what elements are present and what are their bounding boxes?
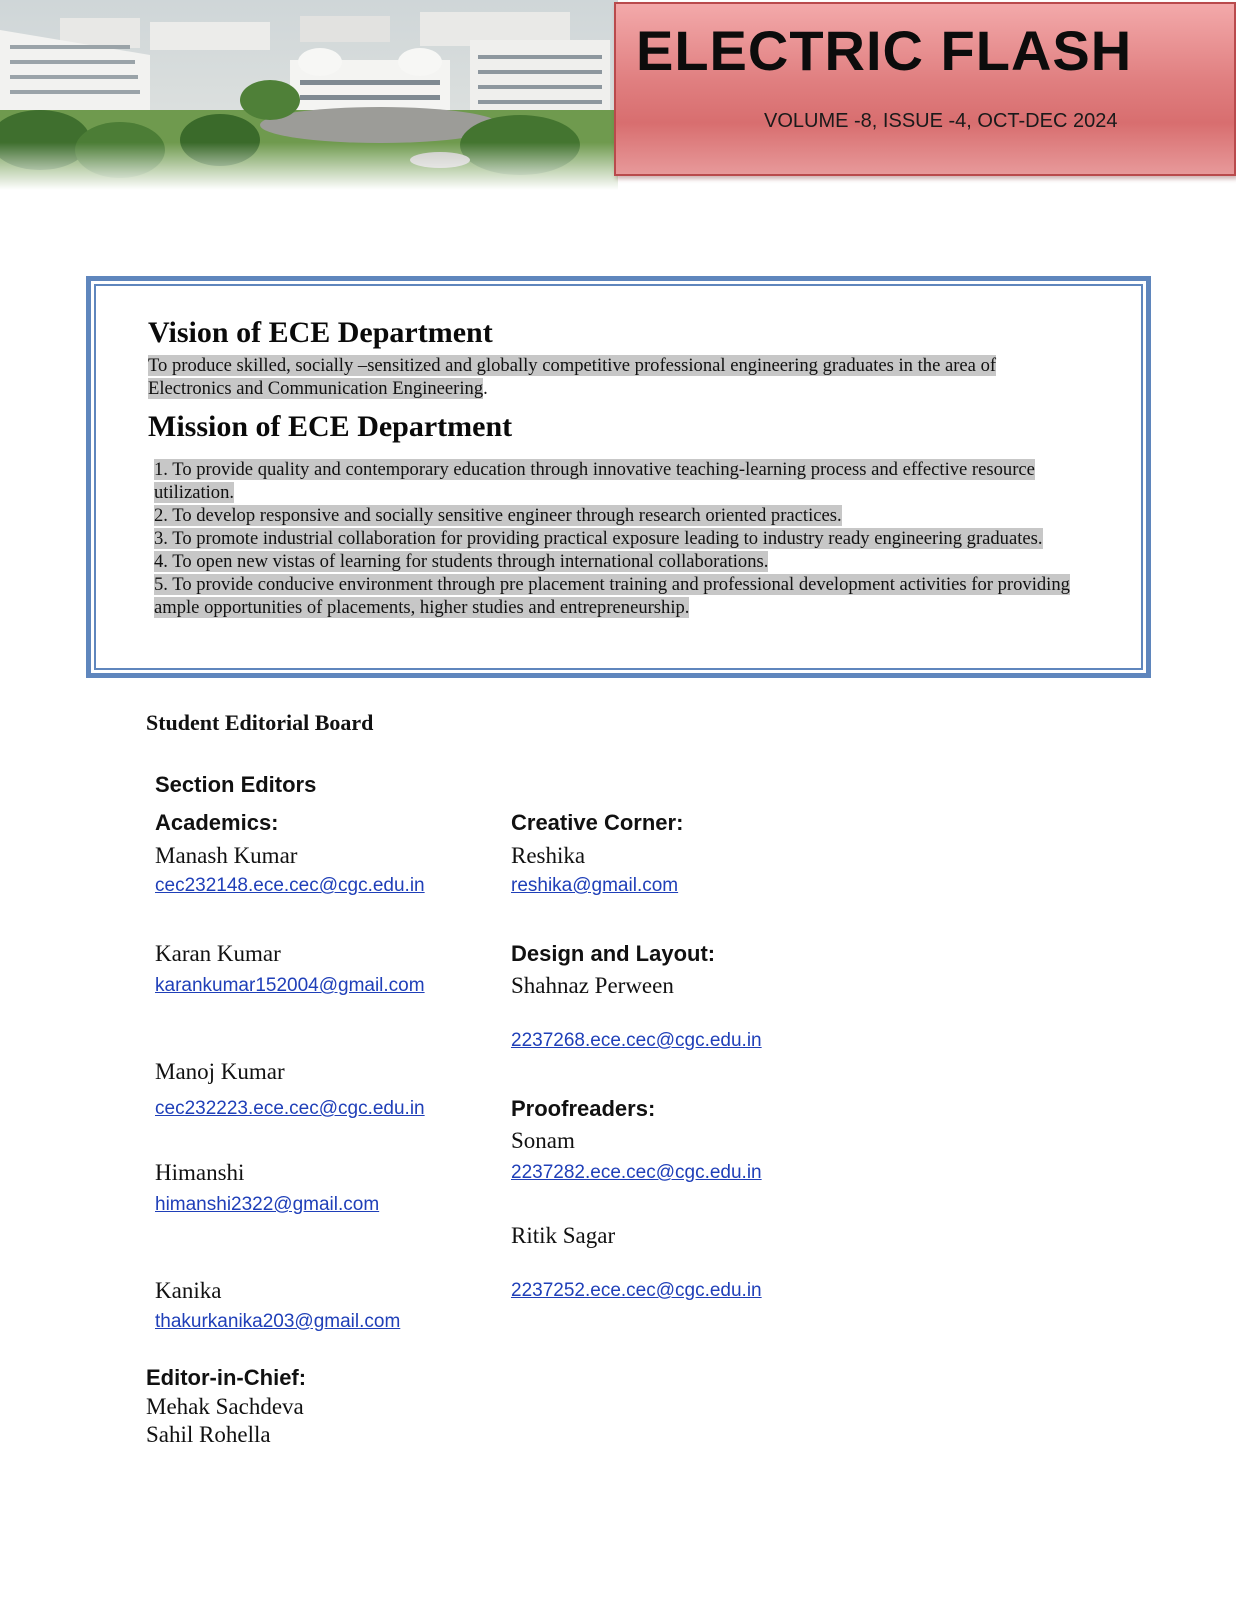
editor-email-link[interactable]: 2237268.ece.cec@cgc.edu.in [511,1030,762,1051]
editor-name: Shahnaz Perween [511,973,674,998]
vision-mission-box [86,276,1151,678]
vision-heading: Vision of ECE Department [148,316,493,349]
academics-label: Academics: [155,810,279,835]
vision-text-line2: Electronics and Communication Engineering [148,378,484,399]
editor-email-link[interactable]: reshika@gmail.com [511,875,679,896]
editor-email-link[interactable]: thakurkanika203@gmail.com [155,1311,401,1332]
editor-name: Manoj Kumar [155,1059,285,1084]
mission-item: 5. To provide conducive environment through pre placement training and professional development activities for providing ample opportunities of placements, higher studies and entrepreneurship. [154,574,1070,618]
editorial-board-title: Student Editorial Board [146,710,374,735]
editor-email-link[interactable]: 2237282.ece.cec@cgc.edu.in [511,1162,762,1183]
creative-corner-label: Creative Corner: [511,810,684,835]
mission-item: 1. To provide quality and contemporary education through innovative teaching-learning process and effective resource utilization. [154,459,1035,503]
proofreaders-label: Proofreaders: [511,1096,656,1121]
editor-email-link[interactable]: cec232148.ece.cec@cgc.edu.in [155,875,425,896]
editor-in-chief-name: Mehak Sachdeva [146,1394,304,1419]
mission-heading: Mission of ECE Department [148,410,513,443]
design-layout-label: Design and Layout: [511,941,716,966]
mission-item: 4. To open new vistas of learning for students through international collaborations. [154,551,769,572]
vision-text [148,354,1088,400]
editor-name: Ritik Sagar [511,1223,616,1248]
mission-item: 3. To promote industrial collaboration for providing practical exposure leading to industry ready engineering graduates. [154,528,1043,549]
editor-email-link[interactable]: himanshi2322@gmail.com [155,1194,380,1215]
editor-email-link[interactable]: karankumar152004@gmail.com [155,975,425,996]
newsletter-title: ELECTRIC FLASH [636,19,1133,82]
section-editors-label: Section Editors [155,772,317,797]
editor-name: Karan Kumar [155,941,281,966]
editor-name: Himanshi [155,1160,245,1185]
editor-name: Sonam [511,1128,575,1153]
campus-photo [0,0,618,190]
editor-email-link[interactable]: cec232223.ece.cec@cgc.edu.in [155,1098,425,1119]
mission-list [154,458,1094,619]
editor-in-chief-name: Sahil Rohella [146,1422,271,1447]
mission-item: 2. To develop responsive and socially sensitive engineer through research oriented practices. [154,505,842,526]
title-banner [614,2,1236,176]
issue-info: VOLUME -8, ISSUE -4, OCT-DEC 2024 [764,110,1118,132]
vision-text-line1: To produce skilled, socially –sensitized and globally competitive professional engineering graduates in the area of [148,355,997,376]
editor-in-chief-label: Editor-in-Chief: [146,1365,307,1390]
editor-name: Kanika [155,1278,222,1303]
editor-name: Manash Kumar [155,843,298,868]
vision-text-end: . [483,378,488,399]
editor-email-link[interactable]: 2237252.ece.cec@cgc.edu.in [511,1280,762,1301]
editor-name: Reshika [511,843,586,868]
